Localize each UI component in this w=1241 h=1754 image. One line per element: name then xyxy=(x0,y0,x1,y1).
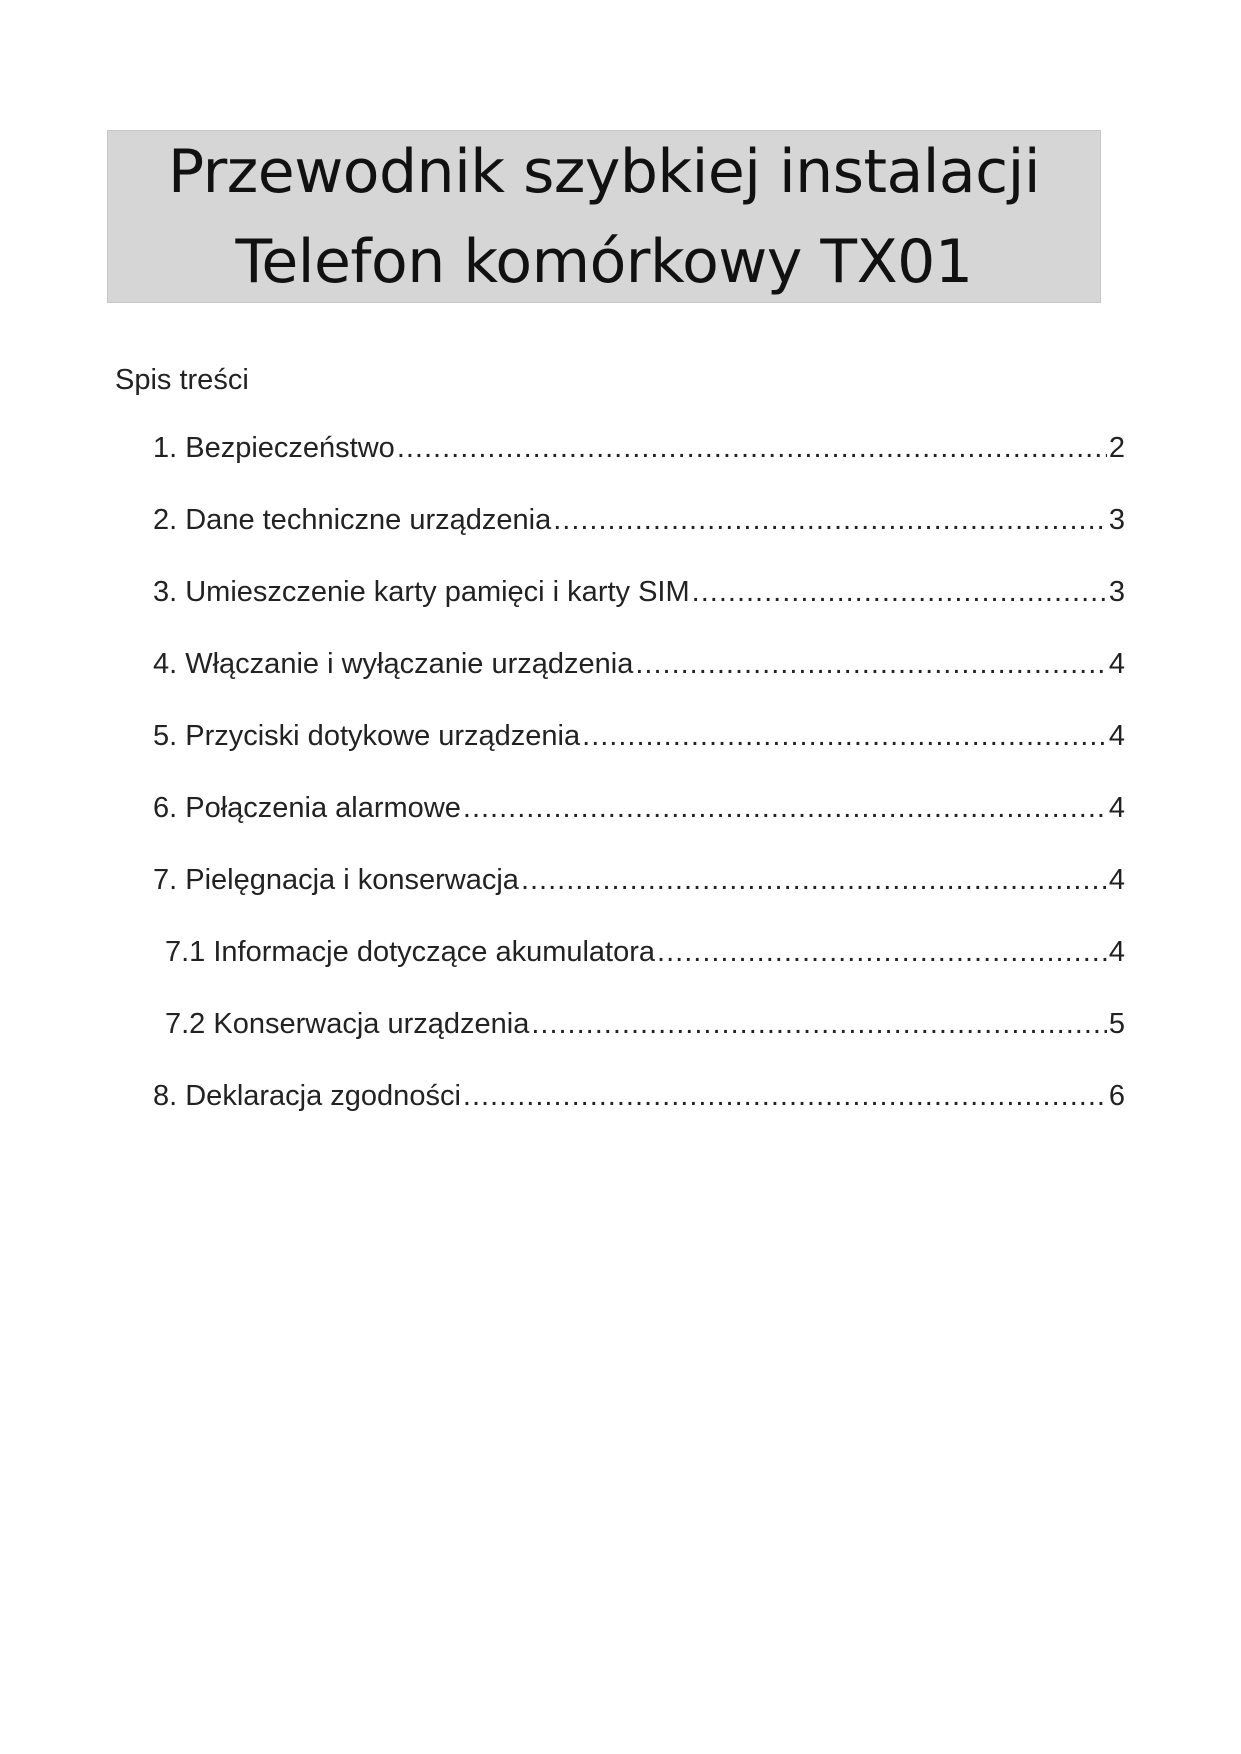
toc-entry-page: 4 xyxy=(1108,792,1125,824)
toc-leader-dots xyxy=(582,716,1107,756)
toc-leader-dots xyxy=(397,428,1107,468)
toc-entry-page: 4 xyxy=(1108,864,1125,896)
toc-entry-label: 6. Połączenia alarmowe xyxy=(153,792,461,824)
toc-entry-6[interactable] xyxy=(153,788,1125,828)
toc-leader-dots xyxy=(553,500,1107,540)
document-subtitle: Telefon komórkowy TX01 xyxy=(235,226,973,297)
toc-entry-4[interactable] xyxy=(153,644,1125,684)
toc-leader-dots xyxy=(657,932,1107,972)
toc-leader-dots xyxy=(635,644,1107,684)
toc-entry-2[interactable] xyxy=(153,500,1125,540)
toc-entry-label: 7.2 Konserwacja urządzenia xyxy=(165,1008,530,1040)
toc-heading: Spis treści xyxy=(115,364,249,396)
toc-entry-page: 2 xyxy=(1108,432,1125,464)
toc-entry-8[interactable] xyxy=(153,1076,1125,1116)
toc-entry-label: 4. Włączanie i wyłączanie urządzenia xyxy=(153,648,634,680)
toc-leader-dots xyxy=(463,1076,1107,1116)
title-banner xyxy=(107,130,1101,303)
toc-entry-label: 3. Umieszczenie karty pamięci i karty SIM xyxy=(153,576,690,608)
toc-entry-7[interactable] xyxy=(153,860,1125,900)
toc-entry-page: 6 xyxy=(1108,1080,1125,1112)
toc-entry-3[interactable] xyxy=(153,572,1125,612)
toc-leader-dots xyxy=(521,860,1107,900)
toc-entry-5[interactable] xyxy=(153,716,1125,756)
toc-entry-7-2[interactable] xyxy=(165,1004,1125,1044)
toc-entry-label: 2. Dane techniczne urządzenia xyxy=(153,504,552,536)
toc-leader-dots xyxy=(463,788,1107,828)
toc-entry-7-1[interactable] xyxy=(165,932,1125,972)
toc-entry-label: 8. Deklaracja zgodności xyxy=(153,1080,461,1112)
toc-entry-page: 5 xyxy=(1108,1008,1125,1040)
toc-entry-1[interactable] xyxy=(153,428,1125,468)
toc-leader-dots xyxy=(692,572,1107,612)
toc-leader-dots xyxy=(531,1004,1107,1044)
toc-entry-label: 7.1 Informacje dotyczące akumulatora xyxy=(165,936,656,968)
toc-entry-page: 4 xyxy=(1108,648,1125,680)
toc-entry-page: 3 xyxy=(1108,576,1125,608)
toc-entry-page: 3 xyxy=(1108,504,1125,536)
toc-entry-label: 1. Bezpieczeństwo xyxy=(153,432,395,464)
toc-entry-label: 7. Pielęgnacja i konserwacja xyxy=(153,864,519,896)
document-title: Przewodnik szybkiej instalacji xyxy=(167,136,1041,207)
toc-entry-label: 5. Przyciski dotykowe urządzenia xyxy=(153,720,581,752)
toc-entry-page: 4 xyxy=(1108,720,1125,752)
toc-entry-page: 4 xyxy=(1108,936,1125,968)
